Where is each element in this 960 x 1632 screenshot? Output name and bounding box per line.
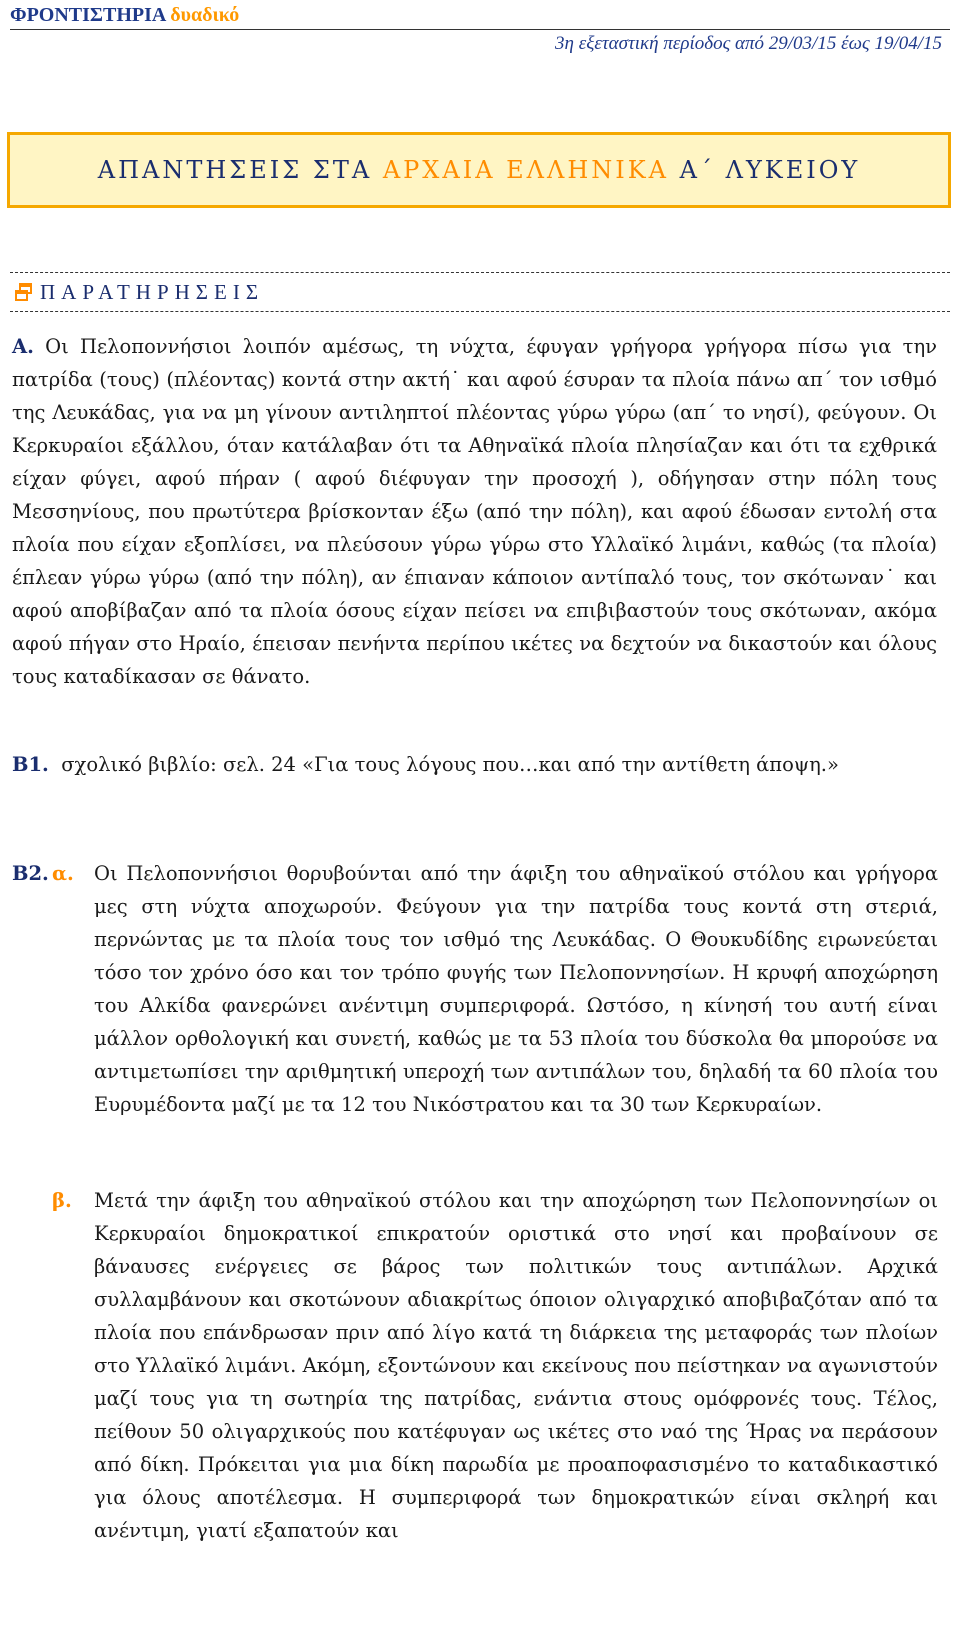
title-part-1: ΑΠΑΝΤΗΣΕΙΣ ΣΤΑ	[97, 156, 383, 184]
answer-b2-b-text: Μετά την άφιξη του αθηναϊκού στόλου και την αποχώρηση των Πελοποννησίων οι Κερκυραίοι δημοκρατικοί επικρατούν οριστικά στο νησί και προβαίνουν σε βάναυσες ενέργειες σε βάρος των πολιτικών τους αντιπάλων. Αρχικά συλλαμβάνουν και σκοτώνουν αδιακρίτως όποιον ολιγαρχικό αποβιβαζόταν από τα πλοία που επάνδρωσαν πριν από λίγο κατά τη διάρκεια της μεταφοράς των πλοίων στο Υλλαϊκό λιμάνι. Ακόμη, εξοντώνουν και εκείνους που πείστηκαν να αγωνιστούν μαζί τους για τη σωτηρία της πατρίδας, ενάντια στους ομόφρονές τους. Τέλος, πείθουν 50 ολιγαρχικούς που κατέφυγαν ως ικέτες στο ναό της Ήρας να περάσουν από δίκη. Πρόκειται για μια δίκη παρωδία με προαποφασισμένο το καταδικαστικό για όλους αποτέλεσμα. Η συμπεριφορά των δημοκρατικών είναι σκληρή και ανέντιμη, γιατί εξαπατούν και	[94, 1189, 938, 1542]
page-title	[7, 132, 951, 208]
header-rule	[10, 29, 950, 30]
answer-a-text: Οι Πελοποννήσιοι λοιπόν αμέσως, τη νύχτα, έφυγαν γρήγορα γρήγορα πίσω για την πατρίδα (τους) (πλέοντας) κοντά στην ακτή˙ και αφού έσυραν τα πλοία πάνω απ΄ τον ισθμό της Λευκάδας, για να μη γίνουν αντιληπτοί πλέοντας γύρω γύρω (απ΄ το νησί), φεύγουν. Οι Κερκυραίοι εξάλλου, όταν κατάλαβαν ότι τα Αθηναϊκά πλοία πλησίαζαν και ότι τα εχθρικά είχαν φύγει, αφού πήραν ( αφού διέφυγαν την προσοχή ), οδήγησαν στην πόλη τους Μεσσηνίους, που πρωτύτερα βρίσκονταν έξω (από την πόλη), και αφού έδωσαν εντολή στα πλοία που είχαν εξοπλίσει, να πλεύσουν γύρω γύρω στο Υλλαϊκό λιμάνι, καθώς (τα πλοία) έπλεαν γύρω γύρω (από την πόλη), αν έπιαναν κάποιον αντίπαλό τους, τον σκότωναν˙ και αφού αποβίβαζαν από τα πλοία όσους είχαν πείσει να επιβιβαστούν τους σκότωναν, ακόμα αφού πήγαν στο Ηραίο, έπεισαν πενήντα περίπου ικέτες να δεχτούν να δικαστούν και όλους τους καταδίκασαν σε θάνατο.	[12, 335, 937, 688]
notes-heading	[10, 272, 950, 312]
answer-b1	[12, 748, 937, 781]
answer-a	[12, 330, 937, 693]
answer-b2-b	[52, 1184, 938, 1547]
title-part-2: ΑΡΧΑΙΑ ΕΛΛΗΝΙΚΑ	[382, 156, 670, 184]
answer-b1-marker: Β1.	[12, 753, 49, 776]
answer-b2-a-text: Οι Πελοποννήσιοι θορυβούνται από την άφιξη του αθηναϊκού στόλου και γρήγορα μες στη νύχτα αποχωρούν. Φεύγουν για την πατρίδα τους κοντά στη στεριά, περνώντας με τα πλοία τους τον ισθμό της Λευκάδας. Ο Θουκυδίδης ειρωνεύεται τόσο τον χρόνο όσο και τον τρόπο φυγής των Πελοποννησίων. Η κρυφή αποχώρηση του Αλκίδα φανερώνει ανέντιμη συμπεριφορά. Ωστόσο, η κίνησή του αυτή είναι μάλλον ορθολογική και συνετή, καθώς με τα 53 πλοία του δύσκολα θα μπορούσε να αντιμετωπίσει την αριθμητική υπεροχή των αντιπάλων του, δηλαδή τα 60 πλοία του Ευρυμέδοντα μαζί με τα 12 του Νικόστρατου και τα 30 των Κερκυραίων.	[94, 862, 938, 1116]
answer-b2-marker: Β2.	[12, 862, 49, 885]
title-part-3: Α΄ ΛΥΚΕΙΟΥ	[669, 156, 861, 184]
answer-a-marker: Α.	[12, 335, 34, 358]
brand-main: ΦΡΟΝΤΙΣΤΗΡΙΑ	[10, 4, 166, 26]
notes-label: ΠΑΡΑΤΗΡΗΣΕΙΣ	[40, 279, 265, 304]
answer-b1-text: σχολικό βιβλίο: σελ. 24 «Για τους λόγους που…και από την αντίθετη άποψη.»	[61, 753, 839, 776]
answer-b2-a	[52, 857, 938, 1121]
answer-b2-b-marker: β.	[52, 1189, 72, 1212]
windows-icon	[14, 282, 34, 302]
brand-accent: δυαδικό	[170, 4, 240, 26]
exam-period: 3η εξεταστική περίοδος από 29/03/15 έως 19/04/15	[555, 33, 942, 54]
brand-logo	[10, 4, 239, 27]
answer-b2-a-marker: α.	[52, 862, 74, 885]
